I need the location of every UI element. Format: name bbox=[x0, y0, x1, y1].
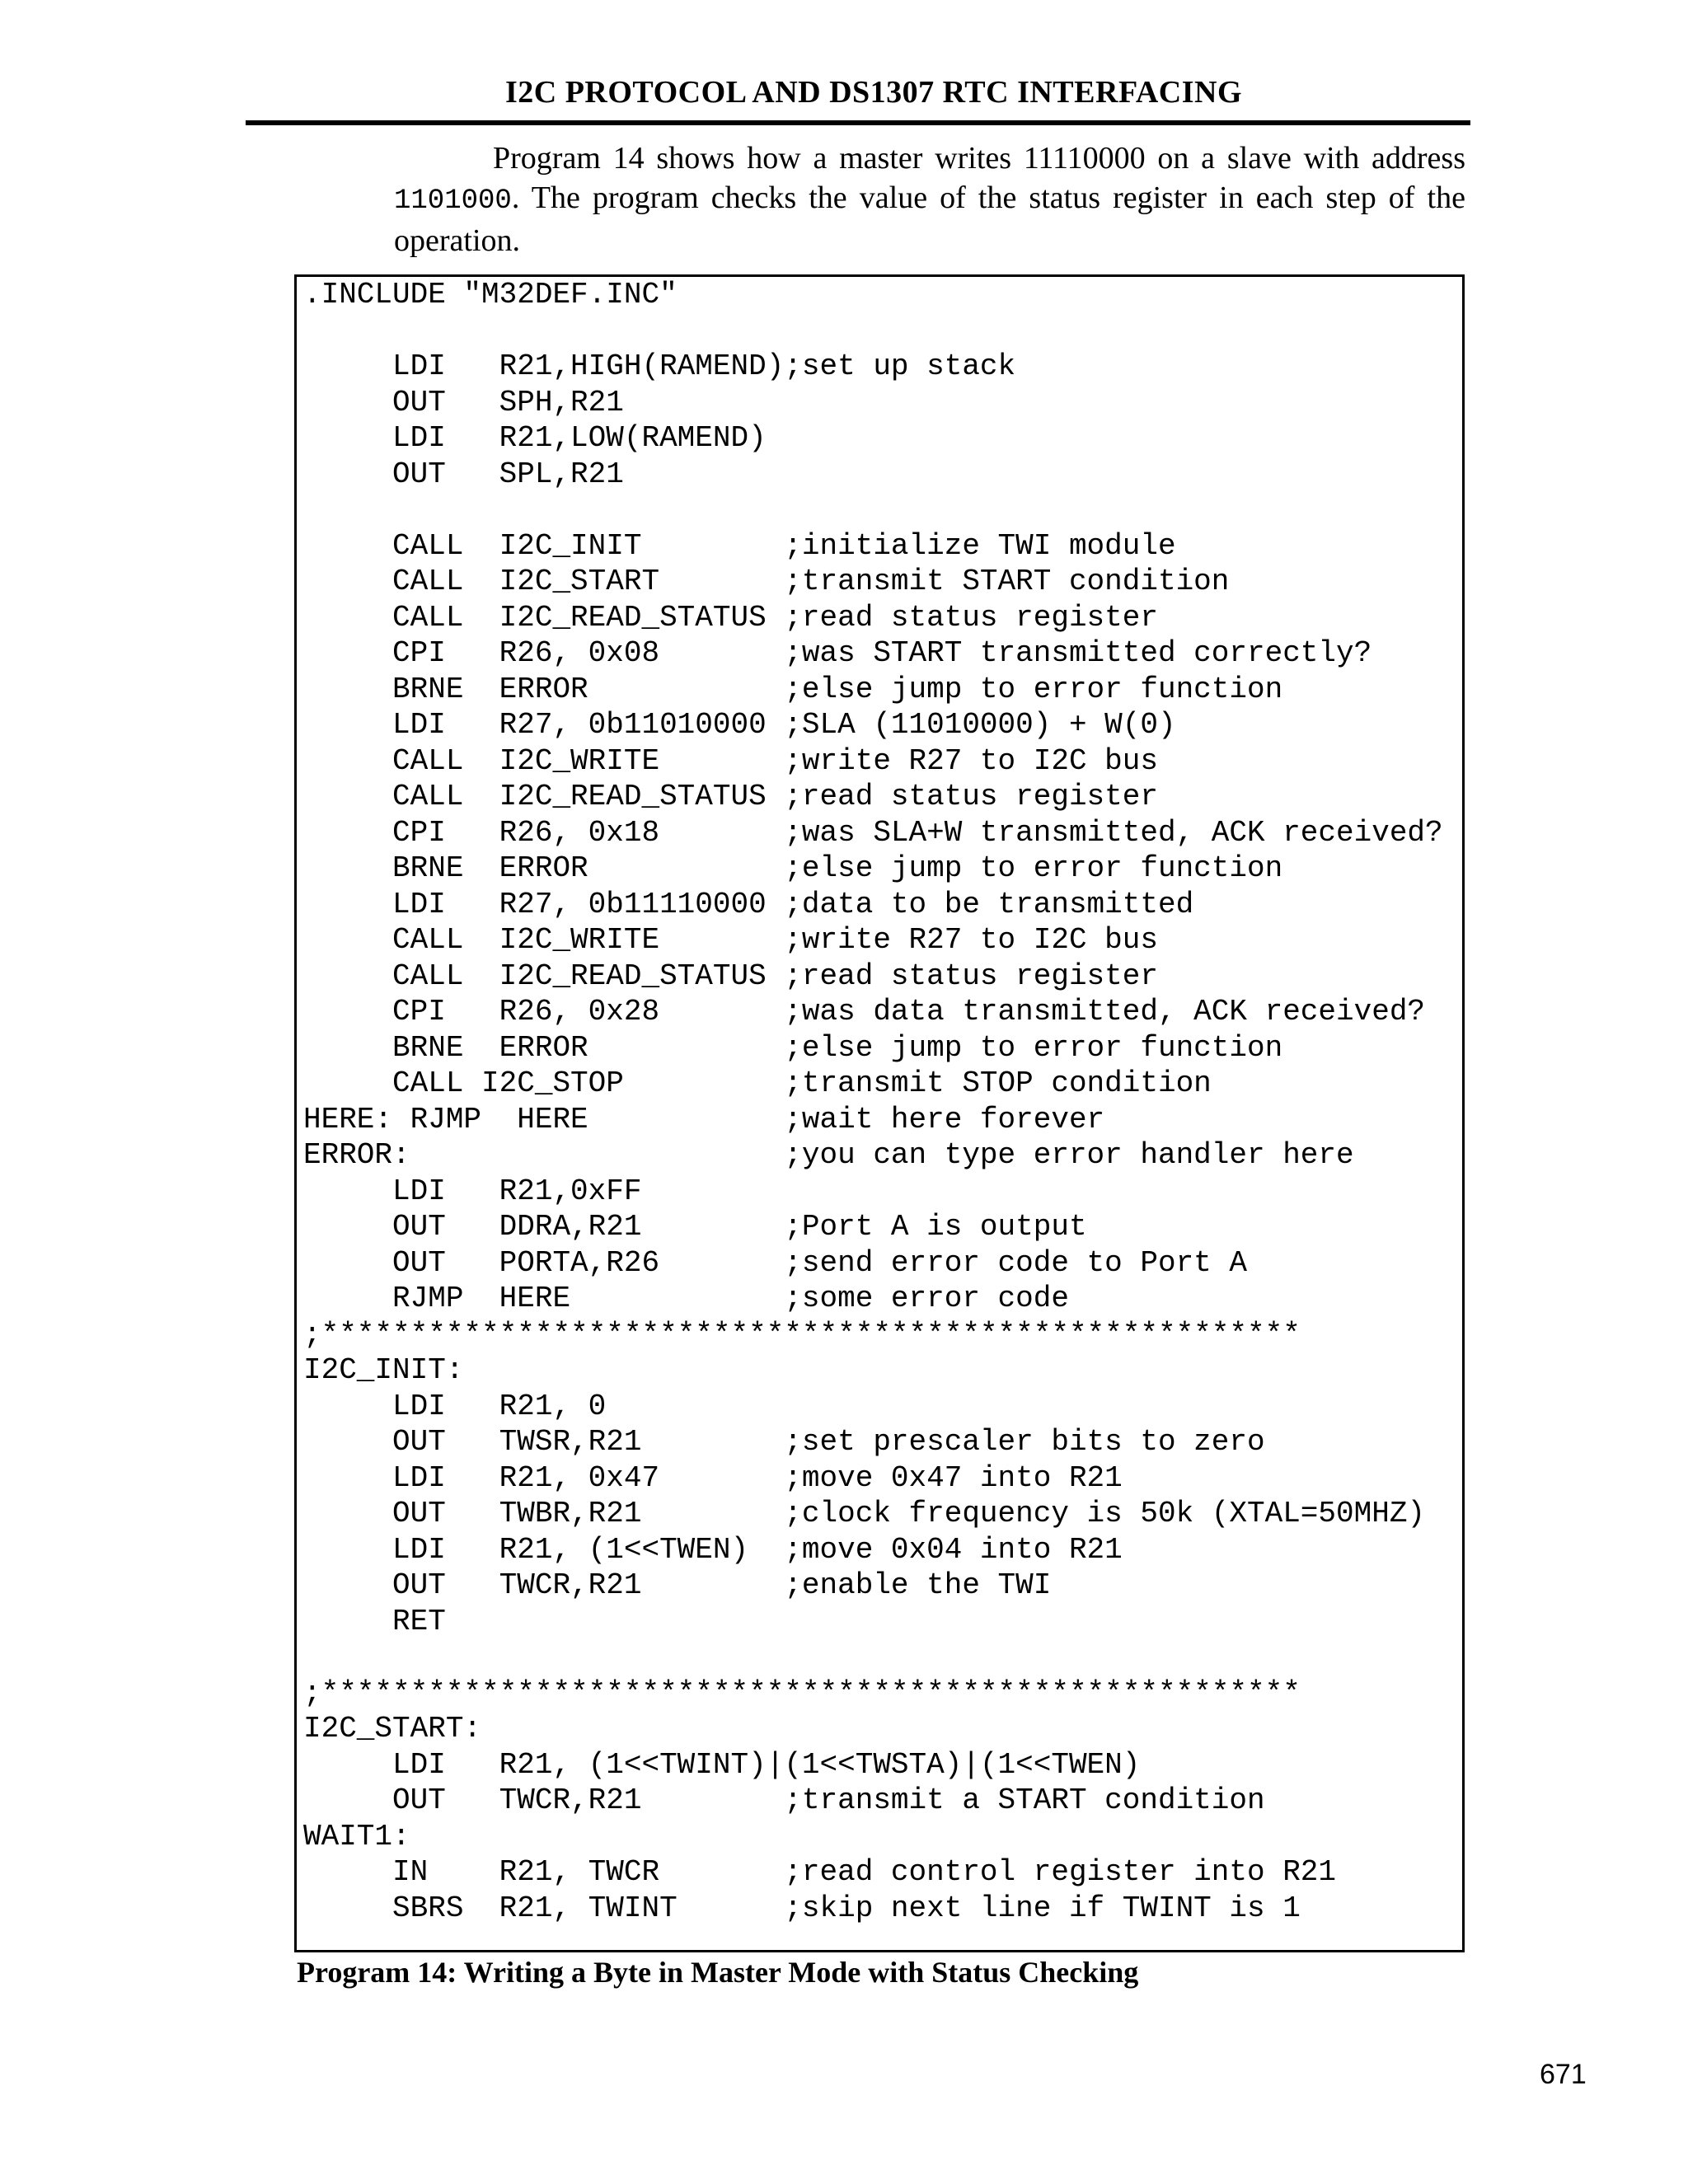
intro-paragraph bbox=[394, 138, 1465, 260]
code-line: OUT TWCR,R21 ;transmit a START condition bbox=[303, 1783, 1265, 1817]
code-line: .INCLUDE "M32DEF.INC" bbox=[303, 278, 678, 312]
code-line: CALL I2C_READ_STATUS ;read status register bbox=[303, 958, 1158, 993]
code-line: ;******************************************************* bbox=[303, 1675, 1301, 1710]
code-line bbox=[303, 313, 1443, 349]
code-line: SBRS R21, TWINT ;skip next line if TWINT is 1 bbox=[303, 1891, 1301, 1925]
code-line: BRNE ERROR ;else jump to error function bbox=[303, 1030, 1283, 1065]
code-line: LDI R27, 0b11110000 ;data to be transmitted bbox=[303, 887, 1194, 921]
code-line: CALL I2C_INIT ;initialize TWI module bbox=[303, 528, 1176, 563]
code-line: LDI R21, (1<<TWINT)|(1<<TWSTA)|(1<<TWEN) bbox=[303, 1747, 1141, 1782]
code-line: ERROR: ;you can type error handler here bbox=[303, 1138, 1354, 1172]
code-line: CALL I2C_STOP ;transmit STOP condition bbox=[303, 1066, 1212, 1100]
code-line: LDI R21,0xFF bbox=[303, 1174, 642, 1208]
slave-address: 1101000 bbox=[394, 185, 512, 217]
code-line: CPI R26, 0x08 ;was START transmitted correctly? bbox=[303, 636, 1372, 670]
code-line: CPI R26, 0x18 ;was SLA+W transmitted, ACK received? bbox=[303, 815, 1443, 850]
code-listing bbox=[303, 277, 1443, 1926]
code-line: WAIT1: bbox=[303, 1819, 410, 1854]
code-line: LDI R21, (1<<TWEN) ;move 0x04 into R21 bbox=[303, 1532, 1123, 1567]
code-line: CALL I2C_START ;transmit START condition bbox=[303, 565, 1230, 598]
code-line: OUT SPL,R21 bbox=[303, 457, 624, 491]
code-line: ;******************************************************* bbox=[303, 1317, 1301, 1352]
code-line: OUT TWSR,R21 ;set prescaler bits to zero bbox=[303, 1425, 1265, 1459]
program-caption: Program 14: Writing a Byte in Master Mode with Status Checking bbox=[297, 1956, 1139, 1989]
intro-part1: Program 14 shows how a master writes 11110000 on a slave with address bbox=[493, 141, 1465, 176]
code-line: IN R21, TWCR ;read control register into R21 bbox=[303, 1855, 1337, 1889]
code-line: CALL I2C_WRITE ;write R27 to I2C bus bbox=[303, 743, 1158, 778]
header-rule bbox=[246, 120, 1470, 125]
intro-part2: . The program checks the value of the status register in each step of the operation. bbox=[394, 180, 1465, 258]
code-line: LDI R27, 0b11010000 ;SLA (11010000) + W(0) bbox=[303, 708, 1176, 742]
code-line: LDI R21,LOW(RAMEND) bbox=[303, 421, 767, 455]
code-line: LDI R21, 0x47 ;move 0x47 into R21 bbox=[303, 1460, 1123, 1495]
code-line: RET bbox=[303, 1604, 446, 1638]
code-line bbox=[303, 492, 1443, 528]
code-line: BRNE ERROR ;else jump to error function bbox=[303, 672, 1283, 706]
code-line: BRNE ERROR ;else jump to error function bbox=[303, 851, 1283, 885]
code-line: CALL I2C_WRITE ;write R27 to I2C bus bbox=[303, 923, 1158, 957]
code-line: CPI R26, 0x28 ;was data transmitted, ACK received? bbox=[303, 995, 1426, 1029]
code-line: I2C_INIT: bbox=[303, 1353, 464, 1387]
running-head: I2C PROTOCOL AND DS1307 RTC INTERFACING bbox=[504, 75, 1243, 110]
code-line: OUT TWBR,R21 ;clock frequency is 50k (XTAL=50MHZ) bbox=[303, 1497, 1426, 1530]
code-listing-box bbox=[294, 274, 1465, 1952]
code-line: LDI R21, 0 bbox=[303, 1389, 607, 1423]
code-line: HERE: RJMP HERE ;wait here forever bbox=[303, 1102, 1105, 1137]
code-line: LDI R21,HIGH(RAMEND);set up stack bbox=[303, 349, 1016, 383]
code-line: CALL I2C_READ_STATUS ;read status register bbox=[303, 780, 1158, 813]
code-line: CALL I2C_READ_STATUS ;read status register bbox=[303, 600, 1158, 635]
code-line: OUT TWCR,R21 ;enable the TWI bbox=[303, 1568, 1052, 1602]
intro-text bbox=[394, 138, 1465, 260]
code-line bbox=[303, 1639, 1443, 1675]
page-number: 671 bbox=[1540, 2059, 1587, 2090]
code-line: RJMP HERE ;some error code bbox=[303, 1282, 1069, 1315]
code-line: OUT SPH,R21 bbox=[303, 385, 624, 419]
code-line: OUT PORTA,R26 ;send error code to Port A bbox=[303, 1245, 1247, 1280]
code-line: I2C_START: bbox=[303, 1712, 482, 1746]
code-line: OUT DDRA,R21 ;Port A is output bbox=[303, 1210, 1087, 1244]
